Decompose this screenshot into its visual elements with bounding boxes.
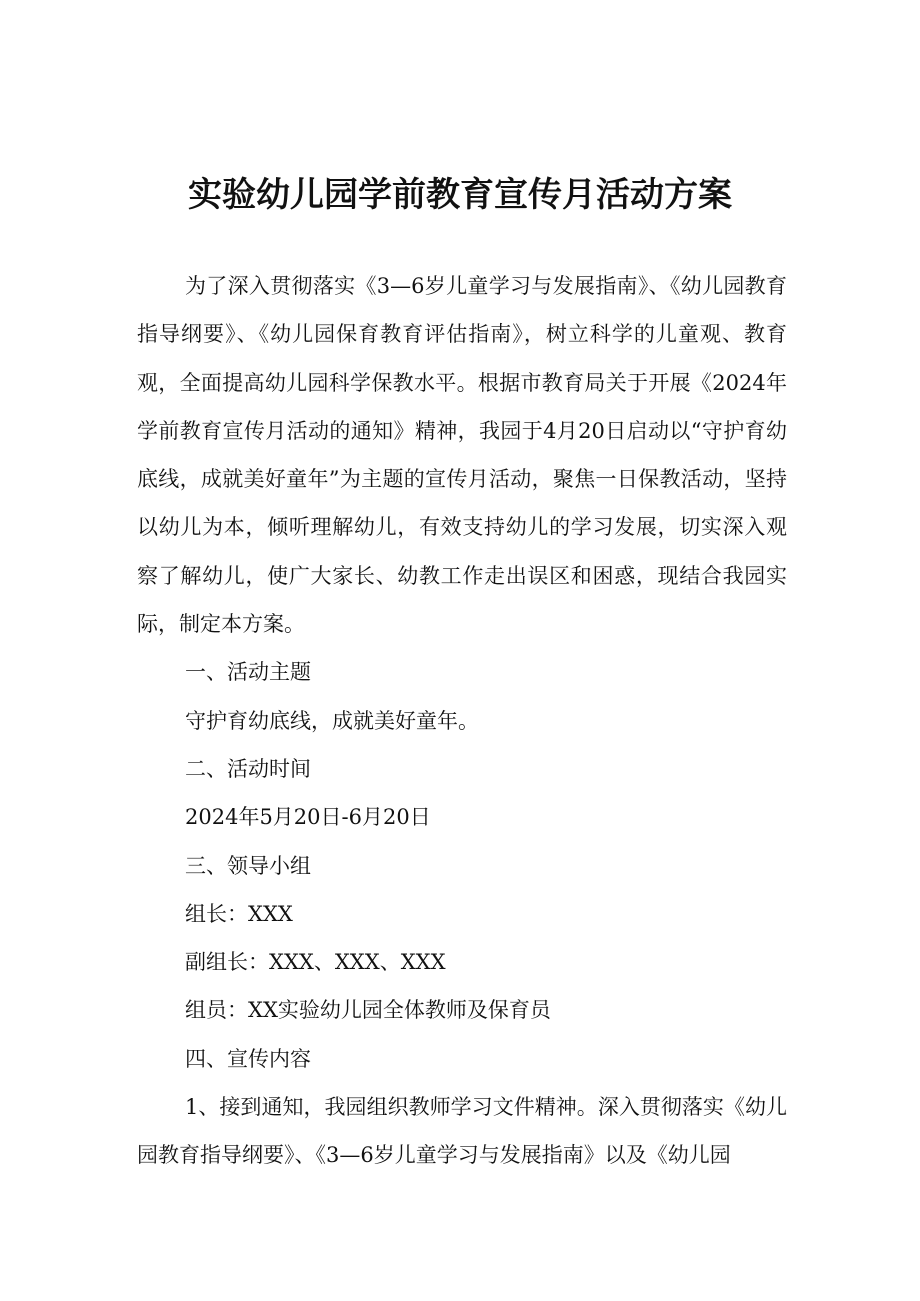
section-heading-theme: 一、活动主题 xyxy=(185,660,311,685)
document-body xyxy=(137,262,787,1180)
section-heading-content: 四、宣传内容 xyxy=(185,1046,311,1071)
section-heading-leadership: 三、领导小组 xyxy=(185,853,311,878)
document-title: 实验幼儿园学前教育宣传月活动方案 xyxy=(188,175,732,215)
section-heading-time: 二、活动时间 xyxy=(185,756,311,781)
theme-content: 守护育幼底线，成就美好童年。 xyxy=(185,708,479,733)
deputy-leader: 副组长：XXX、XXX、XXX xyxy=(185,950,446,975)
time-content: 2024年5月20日-6月20日 xyxy=(185,805,431,830)
content-item-1: 1、接到通知，我园组织教师学习文件精神。深入贯彻落实《幼儿园教育指导纲要》、《3—6岁儿童学习与发展指南》以及《幼儿园 xyxy=(137,1095,787,1168)
intro-paragraph: 为了深入贯彻落实《3—6岁儿童学习与发展指南》、《幼儿园教育指导纲要》、《幼儿园保育教育评估指南》，树立科学的儿童观、教育观，全面提高幼儿园科学保教水平。根据市教育局关于开展《2024年学前教育宣传月活动的通知》精神，我园于4月20日启动以“守护育幼底线，成就美好童年”为主题的宣传月活动，聚焦一日保教活动，坚持以幼儿为本，倾听理解幼儿，有效支持幼儿的学习发展，切实深入观察了解幼儿，使广大家长、幼教工作走出误区和困惑，现结合我园实际，制定本方案。 xyxy=(137,274,787,637)
group-leader: 组长：XXX xyxy=(185,901,293,926)
group-members: 组员：XX实验幼儿园全体教师及保育员 xyxy=(185,998,551,1023)
